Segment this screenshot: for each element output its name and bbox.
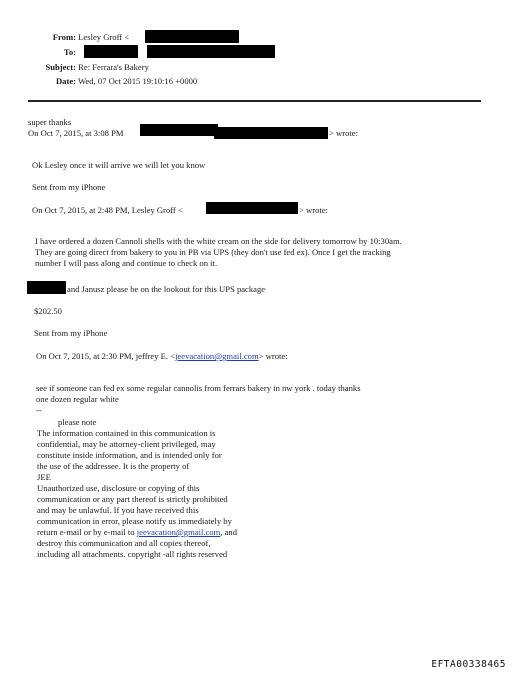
quote-header-1 — [28, 128, 123, 138]
disclaimer-line: communication or any part thereof is strictly prohibited — [37, 494, 228, 504]
disclaimer-line: destroy this communication and all copies thereof, — [37, 538, 211, 548]
disclaimer-line — [37, 527, 237, 538]
disclaimer-line: and may be unlawful. If you have received this — [37, 505, 199, 515]
disclaimer-line: including all attachments. copyright -all rights reserved — [37, 549, 228, 559]
header-divider — [28, 100, 481, 102]
quote-header-3-end: > wrote: — [258, 351, 288, 361]
disclaimer-line: constitute inside information, and is intended only for — [37, 450, 222, 460]
signature-line: Sent from my iPhone — [32, 182, 106, 192]
quote-header-1-end: > wrote: — [329, 128, 358, 138]
redaction-box — [206, 202, 298, 214]
disclaimer-line: The information contained in this communication is — [37, 428, 216, 438]
disclaimer-line: confidential, may be attorney-client privileged, may — [37, 439, 216, 449]
message-line: Ok Lesley once it will arrive we will let you know — [32, 160, 206, 170]
request-paragraph — [36, 383, 361, 416]
header-to-row — [0, 47, 76, 57]
redaction-box — [147, 45, 275, 58]
redaction-box — [84, 45, 138, 58]
order-line-1: I have ordered a dozen Cannoli shells with the white cream on the side for delivery tomorrow by 10:30am. — [35, 236, 402, 246]
quote-header-3-text: On Oct 7, 2015, at 2:30 PM, jeffrey E. < — [36, 351, 176, 361]
from-value: Lesley Groff < — [78, 32, 130, 42]
separator-dashes: -- — [36, 405, 42, 415]
order-paragraph — [35, 236, 402, 269]
request-line-1: see if someone can fed ex some regular cannolis from ferrars bakery in nw york . today thanks — [36, 383, 361, 393]
redaction-box — [27, 281, 66, 294]
header-subject-row — [0, 62, 149, 72]
order-line-3: number I will pass along and continue to check on it. — [35, 258, 218, 268]
quote-header-3 — [36, 351, 288, 361]
subject-label: Subject: — [45, 62, 76, 72]
lookout-line: and Janusz please be on the lookout for this UPS package — [67, 284, 266, 294]
disclaimer-block — [37, 428, 237, 560]
disclaimer-text: return e-mail or by e-mail to — [37, 527, 137, 537]
disclaimer-line: Unauthorized use, disclosure or copying of this — [37, 483, 200, 493]
subject-value: Re: Ferrara's Bakery — [78, 62, 149, 72]
request-line-2: one dozen regular white — [36, 394, 119, 404]
redaction-box — [214, 127, 328, 139]
header-date-row — [0, 76, 197, 86]
price-line: $202.50 — [34, 306, 62, 316]
reply-text: super thanks — [28, 117, 72, 127]
to-label: To: — [63, 47, 76, 57]
quote-header-2-end: > wrote: — [299, 205, 328, 215]
email-link[interactable]: jeevacation@gmail.com — [175, 351, 259, 361]
document-id: EFTA00338465 — [431, 659, 506, 670]
signature-line: Sent from my iPhone — [34, 328, 108, 338]
redaction-box — [140, 124, 218, 136]
disclaimer-line: communication in error, please notify us immediately by — [37, 516, 232, 526]
date-value: Wed, 07 Oct 2015 19:10:16 +0000 — [78, 76, 198, 86]
disclaimer-line: the use of the addressee. It is the property of — [37, 461, 190, 471]
quote-header-2: On Oct 7, 2015, at 2:48 PM, Lesley Groff < — [32, 205, 183, 215]
email-link[interactable]: jeevacation@gmail.com — [136, 527, 221, 537]
disclaimer-text: , and — [220, 527, 238, 537]
header-from-row — [0, 32, 129, 42]
from-label: From: — [52, 32, 76, 42]
redaction-box — [145, 30, 239, 43]
disclaimer-line: JEE — [37, 472, 51, 482]
please-note: please note — [58, 417, 97, 427]
quote-header-1-text: On Oct 7, 2015, at 3:08 PM — [28, 128, 124, 138]
date-label: Date: — [55, 76, 76, 86]
order-line-2: They are going direct from bakery to you in PB via UPS (they don't use fed ex). Once I get the tracking — [35, 247, 391, 257]
